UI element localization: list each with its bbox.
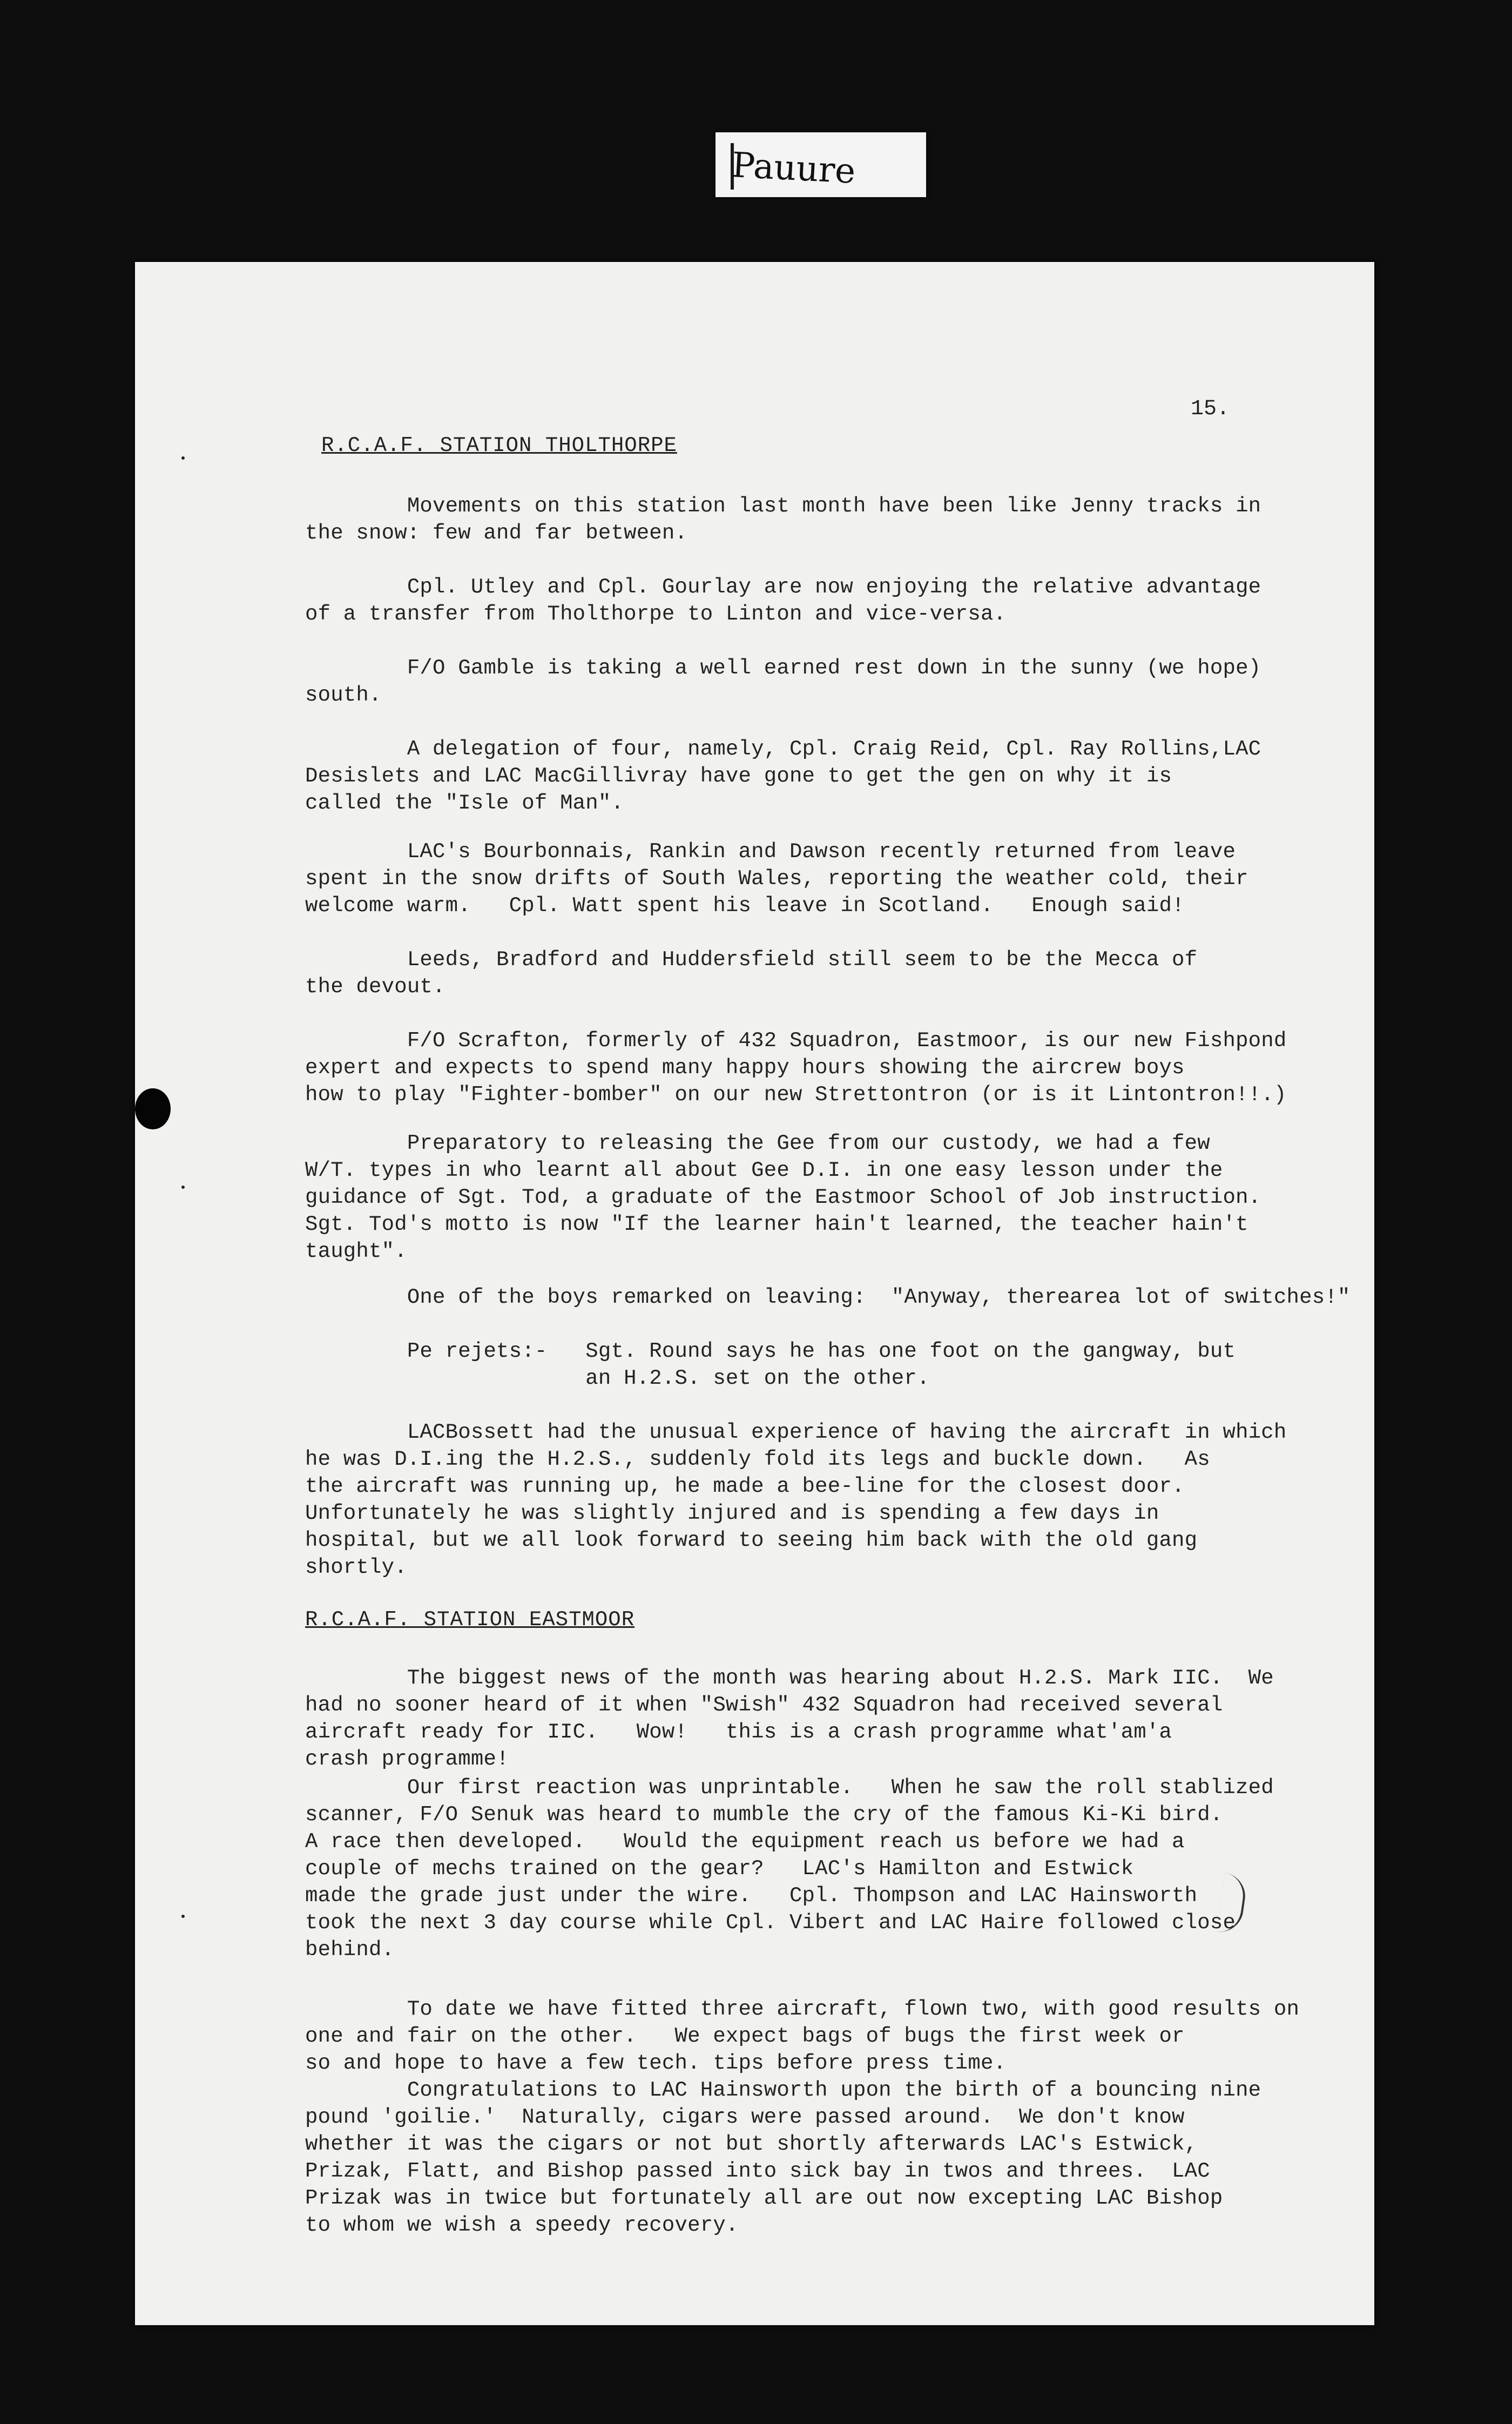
paragraph: F/O Scrafton, formerly of 432 Squadron, Eastmoor, is our new Fishpond expert and expects to spend many happy hours showing the aircrew boys how to play "Fighter-bomber" on our new Strettontron (or is it Lintontron!!.) xyxy=(305,1029,1287,1107)
paragraph: One of the boys remarked on leaving: "Anyway, therearea lot of switches!" xyxy=(305,1285,1351,1309)
paragraph: LAC's Bourbonnais, Rankin and Dawson recently returned from leave spent in the snow drifts of South Wales, reporting the weather cold, their welcome warm. Cpl. Watt spent his leave in Scotland. Enough said! xyxy=(305,840,1248,918)
paragraph: Preparatory to releasing the Gee from our custody, we had a few W/T. types in who learnt all about Gee D.I. in one easy lesson under the guidance of Sgt. Tod, a graduate of the Eastmoor School of Job instruction. Sgt. Tod's motto is now "If the learner hain't learned, the teacher hain't taught". xyxy=(305,1132,1261,1263)
section-heading-tholthorpe: R.C.A.F. STATION THOLTHORPE xyxy=(321,434,677,457)
dust-speck xyxy=(181,456,185,460)
page-number: 15. xyxy=(1191,397,1230,421)
paragraph: Leeds, Bradford and Huddersfield still seem to be the Mecca of the devout. xyxy=(305,948,1198,999)
dust-speck xyxy=(181,1915,185,1918)
paragraph: The biggest news of the month was hearing about H.2.S. Mark IIC. We had no sooner heard of it when "Swish" 432 Squadron had received several aircraft ready for IIC. Wow! this is a crash programme what'am'a crash programme! xyxy=(305,1666,1274,1771)
typed-document-page xyxy=(135,262,1374,2325)
archive-label-tag xyxy=(716,132,926,197)
section-heading-eastmoor: R.C.A.F. STATION EASTMOOR xyxy=(305,1608,635,1632)
paragraph: To date we have fitted three aircraft, flown two, with good results on one and fair on the other. We expect bags of bugs the first week or so and hope to have a few tech. tips before press time. Congratulations to LAC Hainsworth upon the birth of a bouncing nine pound 'goilie.' Naturally, cigars were passed around. We don't know whether it was the cigars or not but shortly afterwards LAC's Estwick, Prizak, Flatt, and Bishop passed into sick bay in twos and threes. LAC Prizak was in twice but fortunately all are out now excepting LAC Bishop to whom we wish a speedy recovery. xyxy=(305,1997,1300,2237)
paragraph: Our first reaction was unprintable. When he saw the roll stablized scanner, F/O Senuk was heard to mumble the cry of the famous Ki-Ki bird. A race then developed. Would the equipment reach us before we had a couple of mechs trained on the gear? LAC's Hamilton and Estwick made the grade just under the wire. Cpl. Thompson and LAC Hainsworth took the next 3 day course while Cpl. Vibert and LAC Haire followed close behind. xyxy=(305,1776,1274,1962)
paragraph: Movements on this station last month have been like Jenny tracks in the snow: few and far between. xyxy=(305,494,1261,545)
paragraph: Pe rejets:- Sgt. Round says he has one foot on the gangway, but an H.2.S. set on the other. xyxy=(407,1339,1236,1390)
paragraph: F/O Gamble is taking a well earned rest down in the sunny (we hope) south. xyxy=(305,656,1261,707)
dust-speck xyxy=(181,1186,185,1189)
punch-hole xyxy=(135,1088,171,1129)
paragraph: LACBossett had the unusual experience of having the aircraft in which he was D.I.ing the H.2.S., suddenly fold its legs and buckle down. As the aircraft was running up, he made a bee-line for the closest door. Unfortunately he was slightly injured and is spending a few days in hospital, but we all look forward to seeing him back with the old gang shortly. xyxy=(305,1420,1287,1579)
paragraph: Cpl. Utley and Cpl. Gourlay are now enjoying the relative advantage of a transfer from Tholthorpe to Linton and vice-versa. xyxy=(305,575,1261,626)
archive-label-text: Pauure xyxy=(731,145,857,192)
paragraph: A delegation of four, namely, Cpl. Craig Reid, Cpl. Ray Rollins,LAC Desislets and LAC MacGillivray have gone to get the gen on why it is called the "Isle of Man". xyxy=(305,737,1261,815)
